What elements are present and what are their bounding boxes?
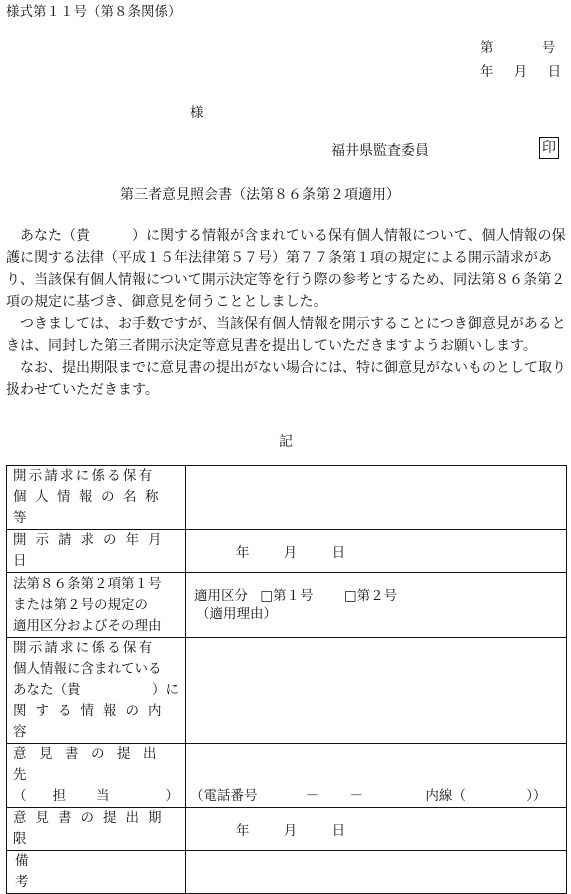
number-suffix: 号 [541,40,556,56]
label-line: 法第８６条第２項第１号 [13,575,162,592]
form-number-label: 様式第１１号（第８条関係） [6,4,182,20]
addressee-suffix: 様 [190,105,204,121]
checkbox-item-2[interactable]: □第２号 [343,588,398,604]
body-text [6,225,568,401]
reason-label: （適用理由） [196,606,277,622]
seal-stamp: 印 [539,137,559,159]
label-line: 開示請求に係る保有 [13,640,155,656]
label-line: または第２号の規定の [13,596,148,613]
document-number-line [480,36,555,56]
phone-dash-1: － [305,788,320,804]
extension-label: 内線（ [425,788,466,804]
request-month-label: 月 [283,545,298,561]
paragraph-request: つきましては、お手数ですが、当該保有個人情報を開示することにつき御意見があるときは、同封した第三者開示決定等意見書を提出していただきますようお願いします。 [6,316,566,354]
date-year-label: 年 [480,64,494,80]
deadline-year-label: 年 [236,823,250,839]
value-submission-deadline[interactable] [186,808,567,851]
value-information-content[interactable] [186,638,567,744]
document-date-line [480,60,561,80]
paragraph-intro: あなた（貴 ）に関する情報が含まれている保有個人情報について、個人情報の保護に関する法律（平成１５年法律第５７号）第７７条第１項の規定による開示請求があり、当該保有個人情報について開示決定等を行う際の参考とするため、同法第８６条第２項の規定に基づき、御意見を伺うこととしました。 [6,228,566,310]
value-remarks[interactable] [186,851,567,894]
number-prefix: 第 [480,40,494,56]
label-line: （ 担当 ） [13,788,179,804]
inquiry-table [6,465,567,894]
label-application-category [7,573,186,638]
category-label: 適用区分 [194,588,248,604]
label-line: 個人情報に含まれている [13,661,162,677]
label-line: 備考 [15,853,151,890]
sender-name: 福井県監査委員 [331,143,429,159]
deadline-day-label: 日 [331,823,346,839]
label-line: 開示請求に係る保有 [13,468,155,484]
label-request-date: 開示請求の年月日 [7,530,186,573]
value-submission-destination [186,744,567,808]
document-title: 第三者意見照会書（法第８６条第２項適用） [120,187,400,203]
row-information-name [7,466,567,530]
row-remarks [7,851,567,894]
row-information-content [7,638,567,744]
deadline-month-label: 月 [283,823,298,839]
phone-label: （電話番号 [190,788,258,804]
date-month-label: 月 [513,64,528,80]
value-request-date[interactable] [186,530,567,573]
phone-dash-2: － [349,788,364,804]
paragraph-deadline-note: なお、提出期限までに意見書の提出がない場合には、特に御意見がないものとして取り扱わせていただきます。 [6,360,566,398]
label-line: 意見書の提出先 [13,746,169,783]
label-submission-deadline: 意見書の提出期限 [7,808,186,851]
request-year-label: 年 [236,545,250,561]
label-line: 関する情報の内容 [13,703,171,740]
row-application-category [7,573,567,638]
label-line: 適用区分およびその理由 [13,617,162,634]
checkbox-item-1[interactable]: □第１号 [260,588,314,604]
value-application-category [186,573,567,638]
label-line: 個人情報の名称等 [13,489,167,526]
request-day-label: 日 [331,545,346,561]
extension-close: ）） [526,788,547,804]
label-line: あなた（貴 ）に [13,682,179,698]
row-submission-destination [7,744,567,808]
date-day-label: 日 [547,64,562,80]
row-submission-deadline [7,808,567,851]
ki-heading: 記 [279,434,293,450]
value-information-name[interactable] [186,466,567,530]
label-submission-destination [7,744,186,808]
label-remarks [7,851,186,894]
label-information-content [7,638,186,744]
label-information-name [7,466,186,530]
row-request-date [7,530,567,573]
